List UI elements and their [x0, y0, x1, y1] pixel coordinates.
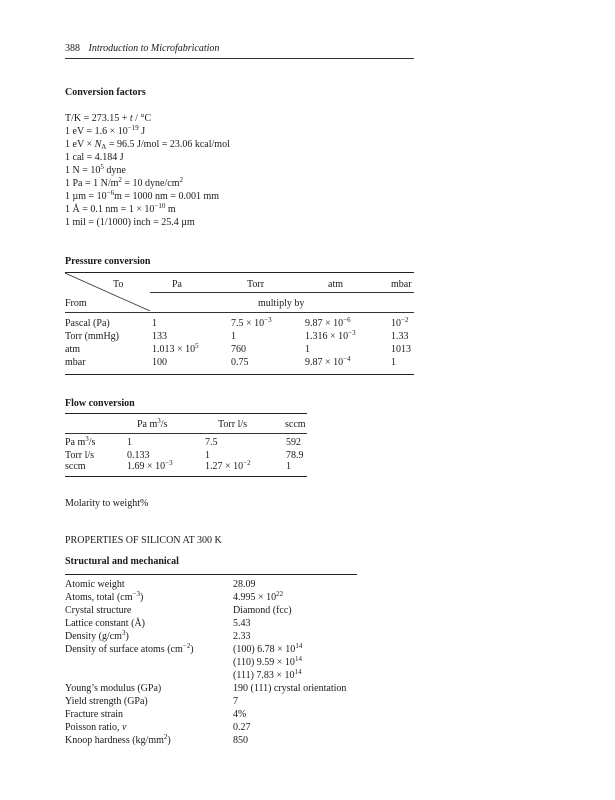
pressure-cell: 1013	[391, 344, 411, 355]
pressure-col-atm: atm	[328, 279, 343, 290]
pressure-cell: 1	[231, 331, 236, 342]
pressure-cell: 0.75	[231, 357, 249, 368]
prop-value: (110) $9.59 \times 10^{14}$	[233, 655, 302, 668]
prop-label: Fracture strain	[65, 709, 124, 720]
prop-value: 7	[233, 696, 238, 707]
flow-cell: $1.27 \times 10^{-2}$	[205, 459, 251, 472]
flow-top-rule	[65, 413, 307, 414]
pressure-cell: $1.013 \times 10^5$	[152, 342, 199, 355]
silicon-top-rule	[65, 574, 357, 575]
pressure-col-pa: Pa	[172, 279, 182, 290]
flow-col-pam3s: Pa $m^3/s$	[137, 417, 168, 430]
pressure-header-rule	[65, 312, 414, 313]
flow-cell: 7.5	[205, 437, 218, 448]
prop-label: Density of surface atoms $(cm^{-2})$	[65, 642, 194, 655]
conversion-line-9: 1 mil = (1/1000) inch = 25.4 µm	[65, 217, 195, 228]
flow-title: Flow conversion	[65, 398, 135, 409]
prop-value: 4%	[233, 709, 247, 720]
header-rule	[65, 58, 414, 59]
prop-value: $4.995 \times 10^{22}$	[233, 590, 284, 603]
pressure-to-label: To	[113, 279, 124, 290]
pressure-cell: 100	[152, 357, 167, 368]
flow-row-label: Pa $m^3/s$	[65, 435, 96, 448]
prop-label: Density $(g/cm^3)$	[65, 629, 129, 642]
book-title: Introduction to Microfabrication	[88, 43, 220, 54]
pressure-cell: 760	[231, 344, 246, 355]
pressure-row-label: mbar	[65, 357, 86, 368]
pressure-title: Pressure conversion	[65, 256, 151, 267]
prop-label: Young’s modulus (GPa)	[65, 683, 162, 694]
conversion-title: Conversion factors	[65, 87, 146, 98]
pressure-cell: 1	[391, 357, 396, 368]
pressure-cell: $10^{-2}$	[391, 316, 409, 329]
pressure-from-label: From	[65, 298, 87, 309]
pressure-row-label: Pascal (Pa)	[65, 318, 110, 329]
prop-value: (100) $6.78 \times 10^{14}$	[233, 642, 303, 655]
flow-col-sccm: sccm	[285, 419, 306, 430]
prop-label: Atomic weight	[65, 579, 125, 590]
pressure-cell: $1.316 \times 10^{-3}$	[305, 329, 356, 342]
conversion-line-7: 1 $\mu m = 10^{-6}m = 1000$ nm = 0.001 mm	[65, 189, 220, 202]
pressure-row-label: atm	[65, 344, 80, 355]
prop-value: 2.33	[233, 631, 251, 642]
prop-value: Diamond (fcc)	[233, 605, 292, 616]
flow-row-label: Torr l/s	[65, 450, 95, 461]
flow-header-rule	[65, 433, 307, 434]
prop-value: 5.43	[233, 618, 251, 629]
conversion-line-3: 1 eV × $N_A = 96.5$ J/mol = 23.06 kcal/mol	[65, 139, 230, 151]
conversion-line-4: 1 cal = 4.184 J	[65, 152, 124, 163]
pressure-cell: 133	[152, 331, 167, 342]
prop-value: (111) $7.83 \times 10^{14}$	[233, 668, 302, 681]
page-number: 388	[65, 43, 80, 54]
conversion-line-6: 1 Pa = 1 $N/m^2 = 10$ dyne/$cm^2$	[65, 176, 183, 189]
pressure-col-torr: Torr	[247, 279, 265, 290]
prop-label: Crystal structure	[65, 605, 132, 616]
pressure-cell: 1	[152, 318, 157, 329]
silicon-heading: PROPERTIES OF SILICON AT 300 K	[65, 535, 222, 546]
prop-label: Knoop hardness $(kg/mm^2)$	[65, 733, 171, 746]
prop-label: Atoms, total $(cm^{-3})$	[65, 590, 144, 603]
pressure-cell: $7.5 \times 10^{-3}$	[231, 316, 272, 329]
conversion-line-5: 1 $N = 10^5$ dyne	[65, 163, 126, 176]
conversion-line-8: 1 Å = 0.1 nm = $1 \times 10^{-10}$ m	[65, 202, 176, 215]
pressure-row-label: Torr (mmHg)	[65, 331, 120, 342]
molarity-text: Molarity to weight%	[65, 498, 149, 509]
flow-cell: 1	[127, 437, 132, 448]
pressure-bottom-rule	[65, 374, 414, 375]
flow-cell: $1.69 \times 10^{-3}$	[127, 459, 173, 472]
pressure-multiply-label: multiply by	[258, 298, 305, 309]
prop-value: 850	[233, 735, 248, 746]
running-head	[65, 43, 219, 54]
prop-label: Yield strength (GPa)	[65, 696, 148, 707]
flow-cell: 78.9	[286, 450, 304, 461]
flow-row-label: sccm	[65, 461, 86, 472]
pressure-cell: 1	[305, 344, 310, 355]
pressure-cell: 1.33	[391, 331, 409, 342]
prop-label: Lattice constant (Å)	[65, 618, 145, 629]
pressure-col-mbar: mbar	[391, 279, 412, 290]
pressure-mid-rule	[150, 292, 414, 293]
flow-cell: 592	[286, 437, 301, 448]
flow-cell: 1	[205, 450, 210, 461]
prop-value: 190 (111) crystal orientation	[233, 683, 347, 694]
flow-cell: 1	[286, 461, 291, 472]
conversion-line-2: 1 eV = $1.6 \times 10^{-19}$ J	[65, 124, 146, 137]
flow-col-torrls: Torr l/s	[218, 419, 248, 430]
pressure-cell: $9.87 \times 10^{-4}$	[305, 355, 351, 368]
pressure-cell: $9.87 \times 10^{-6}$	[305, 316, 351, 329]
prop-label: Poisson ratio, ν	[65, 722, 127, 733]
conversion-line-1: T/K = 273.15 + t / °C	[65, 113, 152, 124]
flow-cell: 0.133	[127, 450, 150, 461]
flow-bottom-rule	[65, 476, 307, 477]
prop-value: 28.09	[233, 579, 256, 590]
prop-value: 0.27	[233, 722, 251, 733]
silicon-subheading: Structural and mechanical	[65, 556, 179, 567]
